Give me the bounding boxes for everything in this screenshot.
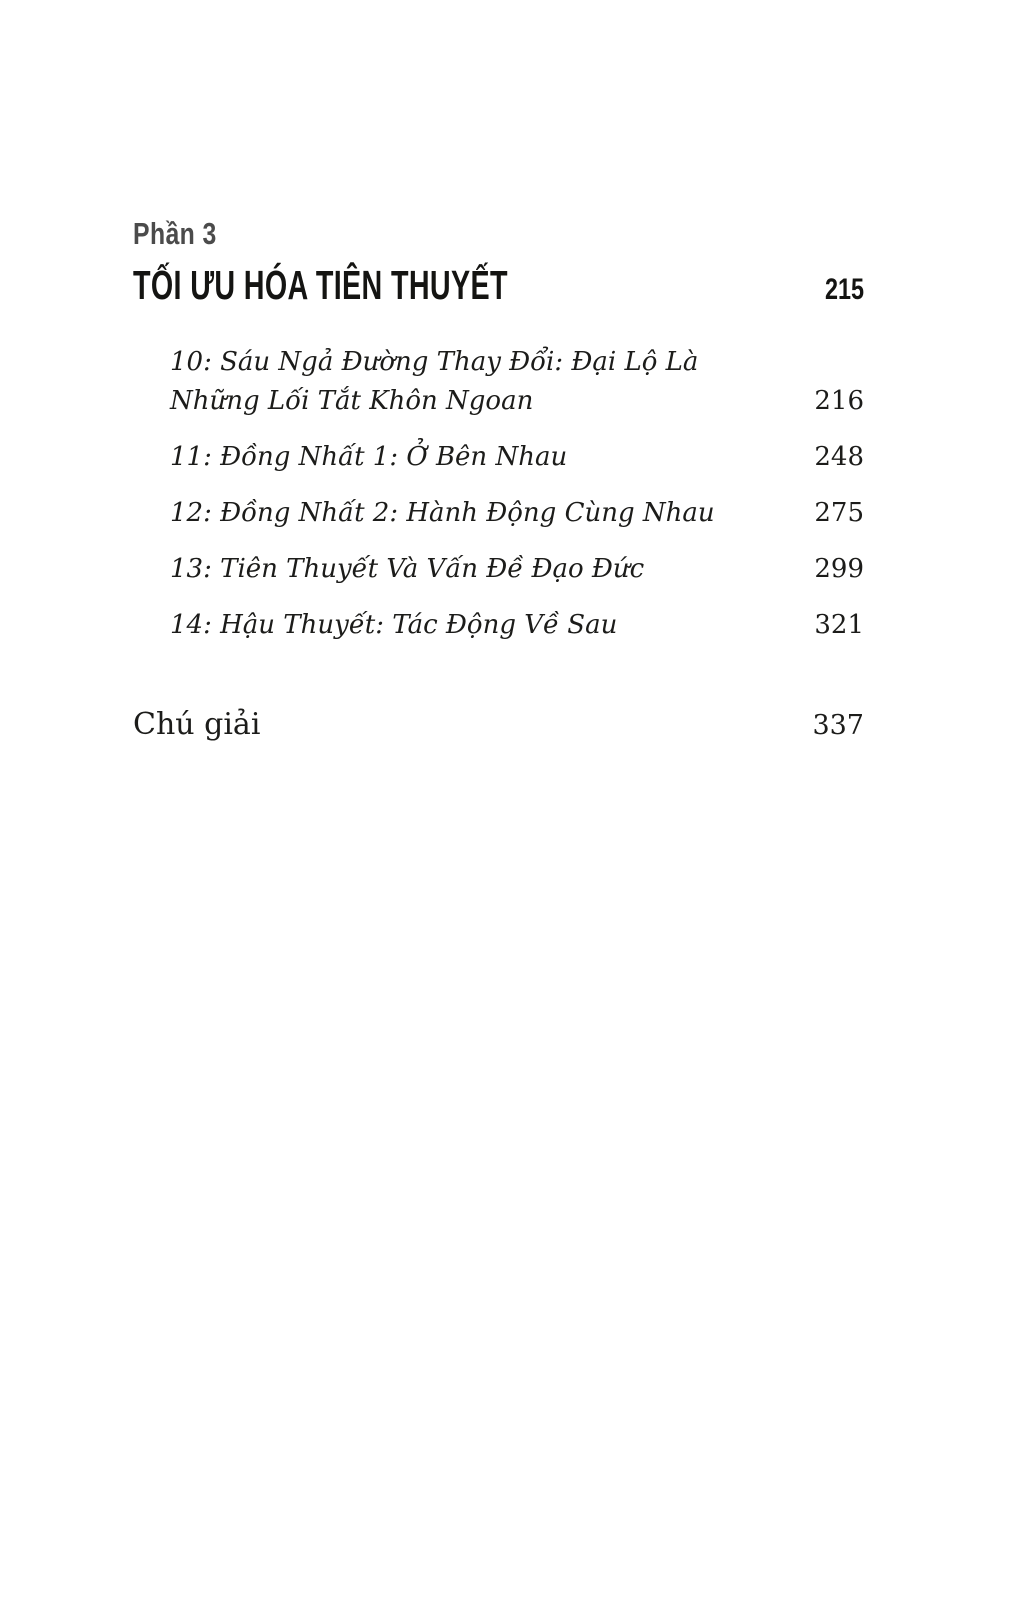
chapter-page-number: 248	[814, 442, 864, 472]
toc-content	[133, 216, 864, 742]
chapter-title: 12: Đồng Nhất 2: Hành Động Cùng Nhau	[170, 498, 715, 528]
toc-entry-chapter-10	[170, 343, 864, 421]
chapter-page-number: 299	[814, 554, 864, 584]
chapter-title: 11: Đồng Nhất 1: Ở Bên Nhau	[170, 442, 568, 472]
toc-entry-chapter-13	[170, 550, 864, 589]
part-title: TỐI ƯU HÓA TIÊN THUYẾT	[133, 262, 508, 308]
part-label: Phần 3	[133, 216, 217, 251]
toc-entry-chapter-11	[170, 438, 864, 477]
chapter-title: 10: Sáu Ngả Đường Thay Đổi: Đại Lộ Là Những Lối Tắt Khôn Ngoan	[170, 347, 699, 416]
chapter-page-number: 321	[814, 610, 864, 640]
part-page-number: 215	[824, 273, 864, 306]
part-title-row	[133, 262, 864, 309]
toc-entry-chapter-12	[170, 494, 864, 533]
chapter-title: 14: Hậu Thuyết: Tác Động Về Sau	[170, 610, 618, 640]
chapter-page-number: 275	[814, 498, 864, 528]
chapter-page-number: 216	[814, 386, 864, 416]
chapter-list	[133, 343, 864, 645]
glossary-page-number: 337	[812, 710, 864, 741]
glossary-title: Chú giải	[133, 707, 261, 742]
chapter-title: 13: Tiên Thuyết Và Vấn Đề Đạo Đức	[170, 554, 645, 584]
toc-entry-glossary	[133, 707, 864, 742]
toc-entry-chapter-14	[170, 606, 864, 645]
